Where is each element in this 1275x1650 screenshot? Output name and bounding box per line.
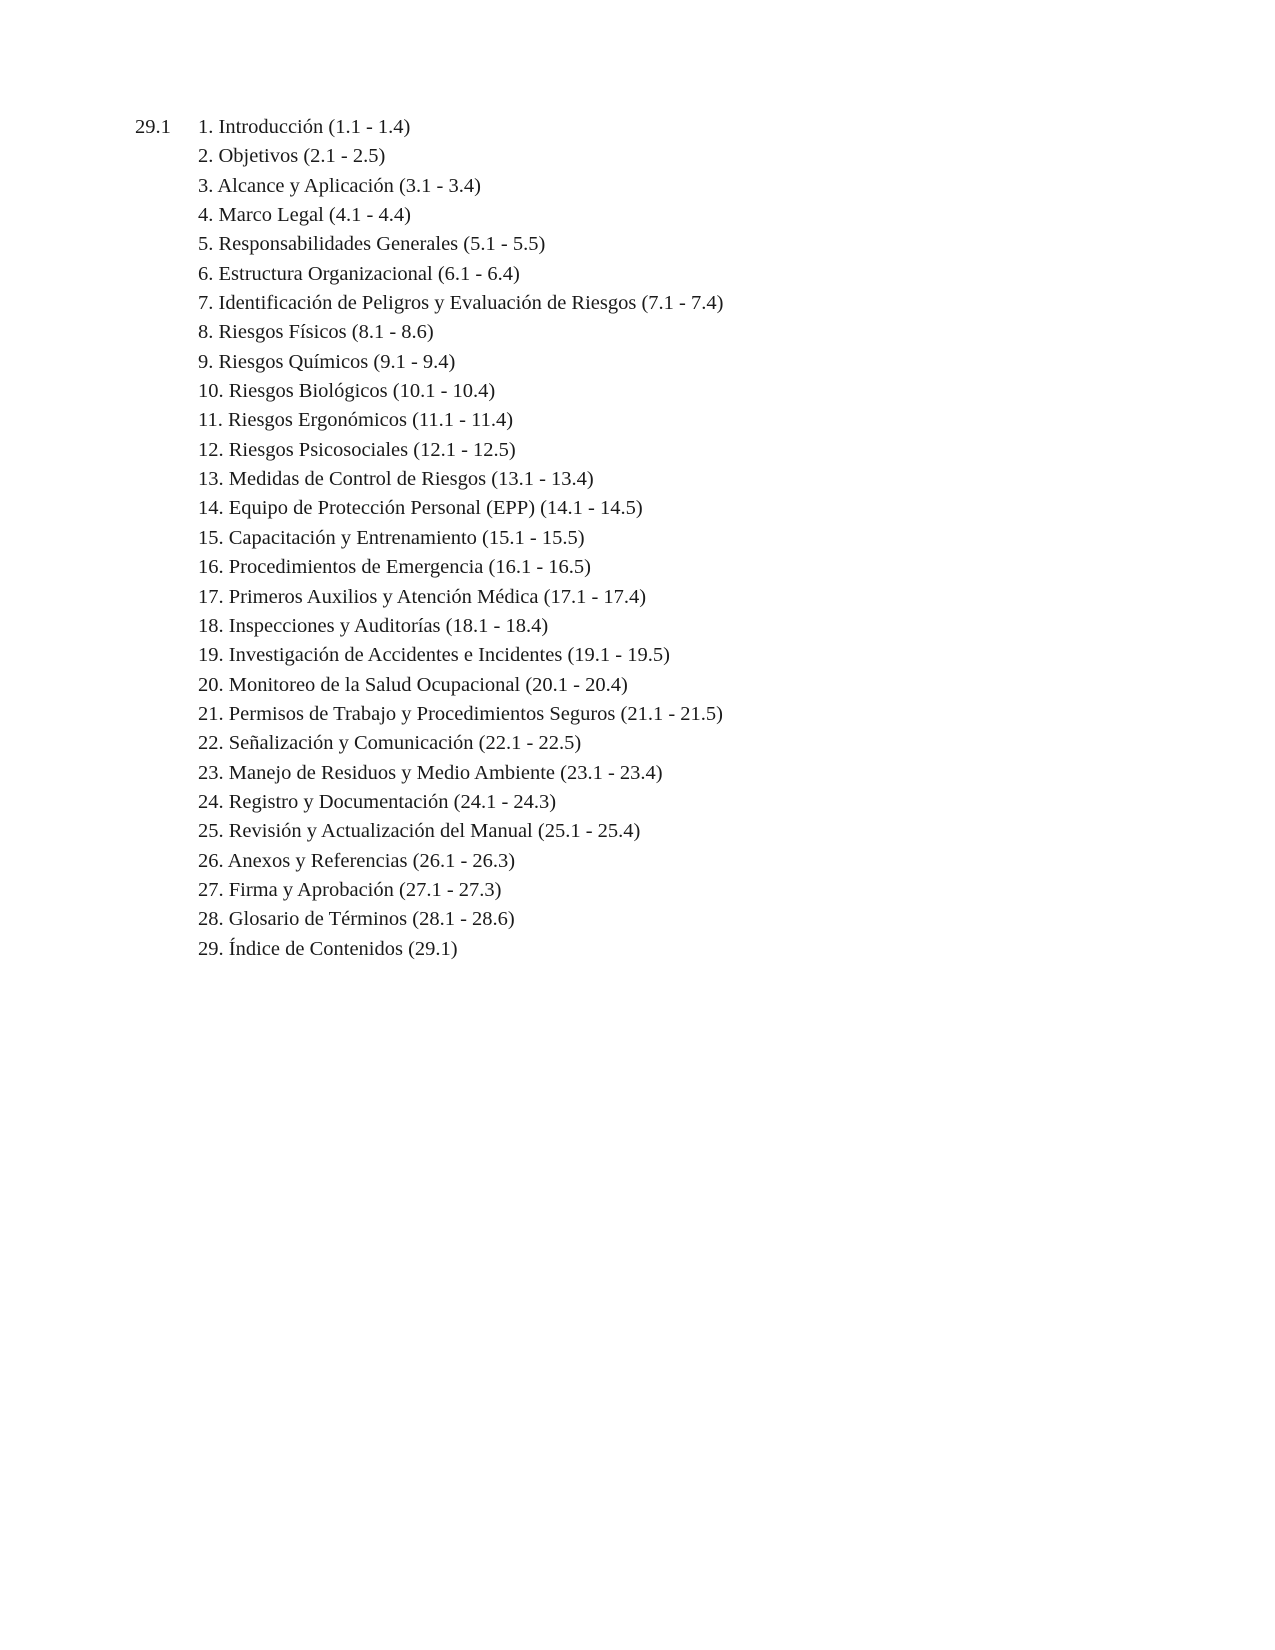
toc-item: 28. Glosario de Términos (28.1 - 28.6) xyxy=(198,908,515,931)
toc-item: 1. Introducción (1.1 - 1.4) xyxy=(198,116,411,138)
toc-item: 5. Responsabilidades Generales (5.1 - 5.5) xyxy=(198,233,546,256)
toc-item: 17. Primeros Auxilios y Atención Médica (17.1 - 17.4) xyxy=(198,585,647,608)
toc-item: 4. Marco Legal (4.1 - 4.4) xyxy=(198,204,411,227)
toc-item: 9. Riesgos Químicos (9.1 - 9.4) xyxy=(198,350,456,373)
toc-item: 12. Riesgos Psicosociales (12.1 - 12.5) xyxy=(198,438,516,461)
toc-item: 26. Anexos y Referencias (26.1 - 26.3) xyxy=(198,849,516,872)
toc-item: 14. Equipo de Protección Personal (EPP) (14.1 - 14.5) xyxy=(198,497,643,520)
toc-item: 20. Monitoreo de la Salud Ocupacional (20.1 - 20.4) xyxy=(198,673,628,696)
toc-item: 23. Manejo de Residuos y Medio Ambiente (23.1 - 23.4) xyxy=(198,761,663,784)
toc-item: 16. Procedimientos de Emergencia (16.1 - 16.5) xyxy=(198,556,592,579)
toc-item: 8. Riesgos Físicos (8.1 - 8.6) xyxy=(198,321,434,344)
toc-item: 19. Investigación de Accidentes e Incidentes (19.1 - 19.5) xyxy=(198,644,670,667)
toc-item: 25. Revisión y Actualización del Manual (25.1 - 25.4) xyxy=(198,820,641,843)
toc-item: 11. Riesgos Ergonómicos (11.1 - 11.4) xyxy=(198,409,514,432)
toc-item: 3. Alcance y Aplicación (3.1 - 3.4) xyxy=(198,174,481,197)
toc-item: 24. Registro y Documentación (24.1 - 24.3) xyxy=(198,790,557,813)
toc-item: 27. Firma y Aprobación (27.1 - 27.3) xyxy=(198,878,502,901)
toc-item: 22. Señalización y Comunicación (22.1 - 22.5) xyxy=(198,732,582,755)
toc-item: 2. Objetivos (2.1 - 2.5) xyxy=(198,145,386,168)
toc-item: 7. Identificación de Peligros y Evaluación de Riesgos (7.1 - 7.4) xyxy=(198,292,724,315)
toc-item: 13. Medidas de Control de Riesgos (13.1 - 13.4) xyxy=(198,468,594,491)
toc-item: 29. Índice de Contenidos (29.1) xyxy=(198,937,458,960)
toc-item: 10. Riesgos Biológicos (10.1 - 10.4) xyxy=(198,380,496,403)
toc-item: 18. Inspecciones y Auditorías (18.1 - 18.4) xyxy=(198,614,549,637)
section-number: 29.1 xyxy=(135,116,171,138)
toc-item: 15. Capacitación y Entrenamiento (15.1 - 15.5) xyxy=(198,526,585,549)
toc-item: 6. Estructura Organizacional (6.1 - 6.4) xyxy=(198,262,520,285)
toc-item: 21. Permisos de Trabajo y Procedimientos Seguros (21.1 - 21.5) xyxy=(198,702,723,725)
table-of-contents-list xyxy=(198,113,723,964)
